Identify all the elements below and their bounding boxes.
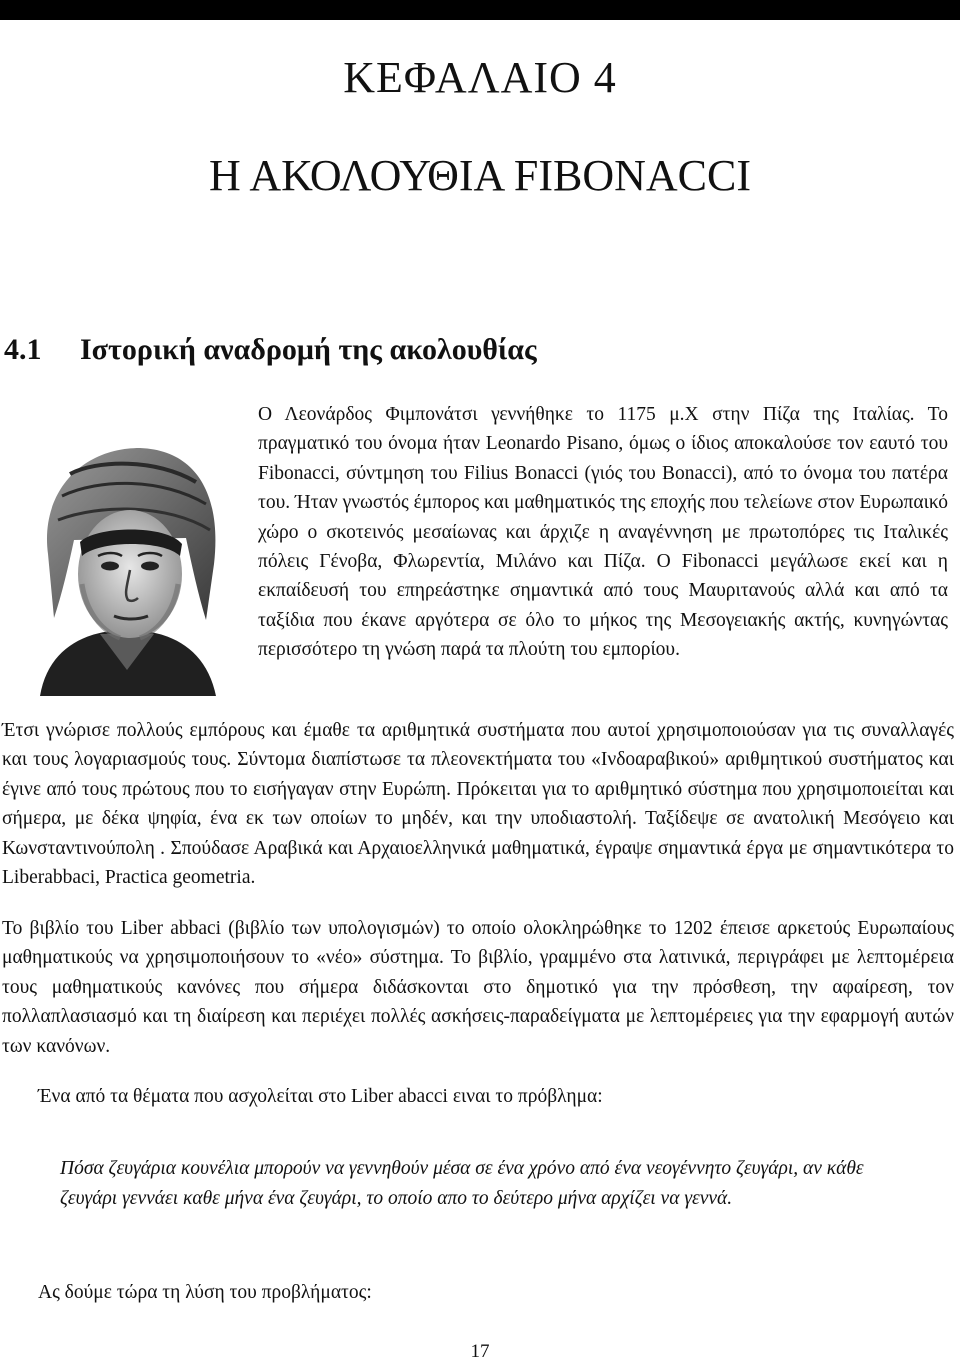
liber-abbaci-paragraph: Το βιβλίο του Liber abbaci (βιβλίο των υπολογισμών) το οποίο ολοκληρώθηκε το 1202 έπεισε αρκετούς Ευρωπαίους μαθηματικούς να χρησιμοποιήσουν το «νέο» σύστημα. Το βιβλίο, γραμμένο στα λατινικά, περιγράφει με λεπτομέρεια τους μαθηματικούς κανόνες που σήμερα διδάσκονται στο δημοτικό για την πρόσθεση, την αφαίρεση, τον πολλαπλασιασμό και τη διαίρεση και περιέχει πολλές ασκήσεις-παραδείγματα με λεπτομέρειες για την εφαρμογή αυτών των κανόνων. — [2, 918, 954, 1057]
problem-intro: Ένα από τα θέματα που ασχολείται στο Liber abacci ειναι το πρόβλημα: — [38, 1086, 603, 1107]
biography-paragraph: Ο Λεονάρδος Φιμπονάτσι γεννήθηκε το 1175 μ.Χ στην Πίζα της Ιταλίας. Το πραγματικό του όνομα ήταν Leonardo Pisano, όμως ο ίδιος αποκαλούσε τον εαυτό του Fibonacci, σύντμηση του Filius Bonacci (γιός του Bonacci), από το όνομα του πατέρα του. Ήταν γνωστός έμπορος και μαθηματικός της εποχής που τελείωνε στον Ευρωπαικό χώρο ο σκοτεινός μεσαίωνας και άρχιζε η αναγέννηση με πρωτοπόρες τις Ιταλικές πόλεις Γένοβα, Φλωρεντία, Μιλάνο και Πίζα. Ο Fibonacci μεγάλωσε εκεί και η εκπαίδευσή του επηρεάστηκε σημαντικά από τους Μαυριτανούς αλλά και από τα ταξίδια που έκανε αργότερα σε όλο το μήκος της Μεσογειακής ακτής, κυνηγώντας περισσότερο τη γνώση παρά τα πλούτη του εμπορίου. — [258, 404, 948, 661]
numerals-paragraph: Έτσι γνώρισε πολλούς εμπόρους και έμαθε τα αριθμητικά συστήματα που αυτοί χρησιμοποιούσαν για τις συναλλαγές και τους λογαριασμούς τους. Σύντομα διαπίστωσε τα πλεονεκτήματα του «Ινδοαραβικού» αριθμητικού συστήματος και έγινε από τους πρώτους που το εισήγαγαν στην Ευρώπη. Πρόκειται για το αριθμητικό σύστημα που χρησιμοποιείται και σήμερα, με δέκα ψηφία, ένα εκ των οποίων το μηδέν, και την υποδιαστολή. Ταξίδεψε σε ανατολική Μεσόγειο και Κωνσταντινούπολη . Σπούδασε Αραβικά και Αρχαιοελληνικά μαθηματικά, έγραψε σημαντικά έργα με σημαντικότερα το Liberabbaci, Practica geometria. — [2, 720, 954, 889]
top-rule — [0, 0, 960, 20]
section-number: 4.1 — [4, 333, 42, 366]
section-title: Ιστορική αναδρομή της ακολουθίας — [80, 333, 537, 366]
chapter-title: Η ΑΚΟΛΟΥΘΙΑ FIBONACCI — [208, 151, 751, 200]
chapter-number: ΚΕΦΑΛΑΙΟ 4 — [343, 53, 617, 102]
solution-intro: Ας δούμε τώρα τη λύση του προβλήματος: — [38, 1282, 372, 1303]
section-heading — [4, 330, 954, 370]
rabbit-problem: Πόσα ζευγάρια κουνέλια μπορούν να γεννηθούν μέσα σε ένα χρόνο από ένα νεογέννητο ζευγάρι, αν κάθε ζευγάρι γεννάει καθε μήνα ένα ζευγάρι, το οποίο απο το δεύτερο μήνα αρχίζει να γεννά. — [60, 1158, 864, 1209]
page-number: 17 — [470, 1341, 490, 1362]
fibonacci-portrait — [0, 434, 254, 696]
